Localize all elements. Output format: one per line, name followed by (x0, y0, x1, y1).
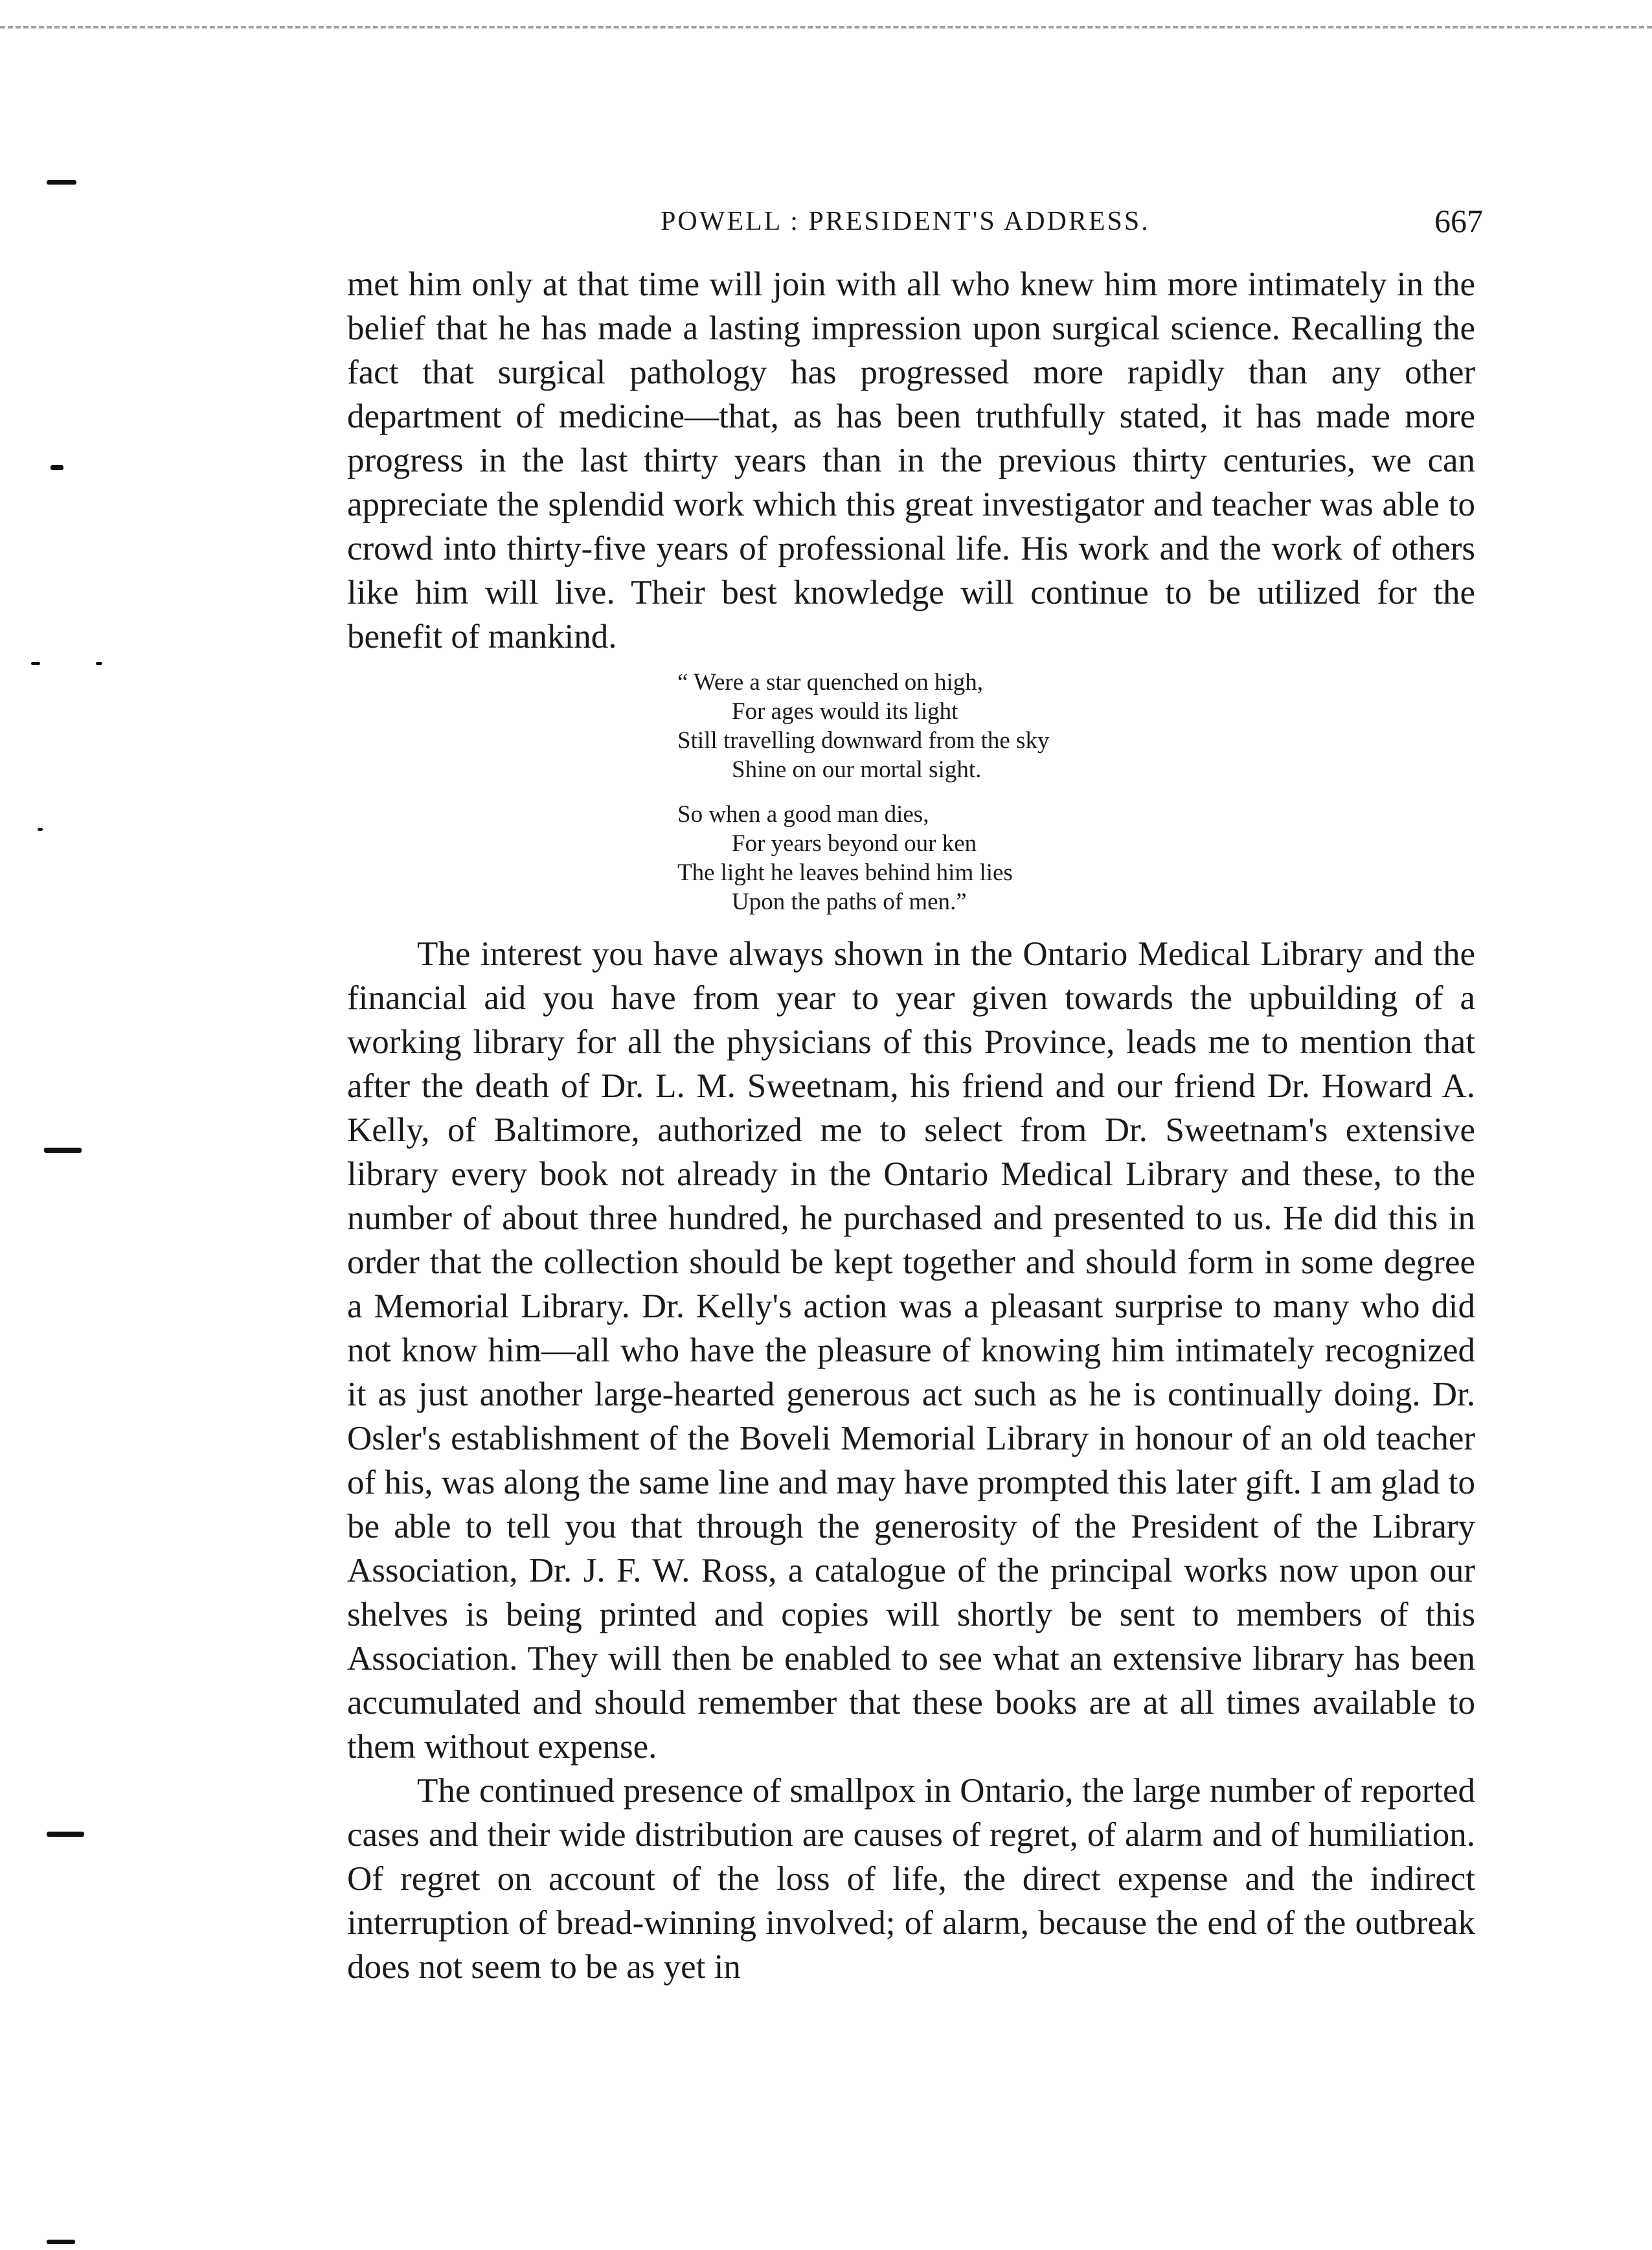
scan-margin-mark (44, 1148, 82, 1153)
poem-line: So when a good man dies, (677, 801, 929, 828)
scan-margin-mark (96, 662, 102, 665)
paragraph: The interest you have always shown in the Ontario Medical Library and the financial aid you have from year to year given towards the upbuilding of a working library for all the physicians of this Province, leads me to mention that after the death of Dr. L. M. Sweetnam, his friend and our friend Dr. Howard A. Kelly, of Baltimore, authorized me to select from Dr. Sweetnam's extensive library every book not already in the Ontario Medical Library and these, to the number of about three hundred, he purchased and presented to us. He did this in order that the collection should be kept together and should form in some degree a Memorial Library. Dr. Kelly's action was a pleasant surprise to many who did not know him—all who have the pleasure of knowing him intimately recognized it as just another large-hearted generous act such as he is continually doing. Dr. Osler's establishment of the Boveli Memorial Library in honour of an old teacher of his, was along the same line and may have prompted this later gift. I am glad to be able to tell you that through the generosity of the President of the Library Association, Dr. J. F. W. Ross, a catalogue of the principal works now upon our shelves is being printed and copies will shortly be sent to members of this Association. They will then be enabled to see what an extensive library has been accumulated and should remember that these books are at all times available to them without expense. (347, 935, 1475, 1766)
poem-stanza (677, 668, 1475, 784)
scan-margin-mark (47, 1832, 84, 1837)
scan-margin-mark (31, 662, 40, 665)
scan-margin-mark (38, 828, 43, 831)
running-head: POWELL : PRESIDENT'S ADDRESS. (661, 207, 1150, 236)
paragraph: met him only at that time will join with all who knew him more intimately in the belief that he has made a lasting impression upon surgical science. Recalling the fact that surgical pathology has progressed more rapidly than any other department of medicine—that, as has been truthfully stated, it has made more progress in the last thirty years than in the previous thirty centuries, we can appreciate the splendid work which this great investigator and teacher was able to crowd into thirty-five years of professional life. His work and the work of others like him will live. Their best knowledge will continue to be utilized for the benefit of mankind. (347, 266, 1475, 655)
poem-quotation (677, 668, 1475, 916)
paragraph: The continued presence of smallpox in Ontario, the large number of reported cases and their wide distribution are causes of regret, of alarm and of humiliation. Of regret on account of the loss of life, the direct expense and the indirect interruption of bread-winning involved; of alarm, because the end of the outbreak does not seem to be as yet in (347, 1772, 1475, 1986)
poem-line: Upon the paths of men.” (732, 889, 967, 915)
page-number: 667 (1434, 203, 1483, 239)
poem-line: For years beyond our ken (732, 830, 977, 857)
page-header (661, 203, 1483, 245)
scan-margin-mark (51, 465, 63, 470)
poem-stanza (677, 800, 1475, 916)
scan-margin-mark (47, 2240, 75, 2244)
poem-line: The light he leaves behind him lies (677, 859, 1013, 886)
scan-edge-rule (0, 26, 1652, 28)
poem-line: For ages would its light (732, 698, 958, 725)
poem-line: Still travelling downward from the sky (677, 727, 1050, 754)
poem-line: Shine on our mortal sight. (732, 756, 982, 783)
scan-margin-mark (47, 180, 76, 185)
poem-line: “ Were a star quenched on high, (677, 669, 984, 696)
body-text (347, 262, 1475, 1989)
